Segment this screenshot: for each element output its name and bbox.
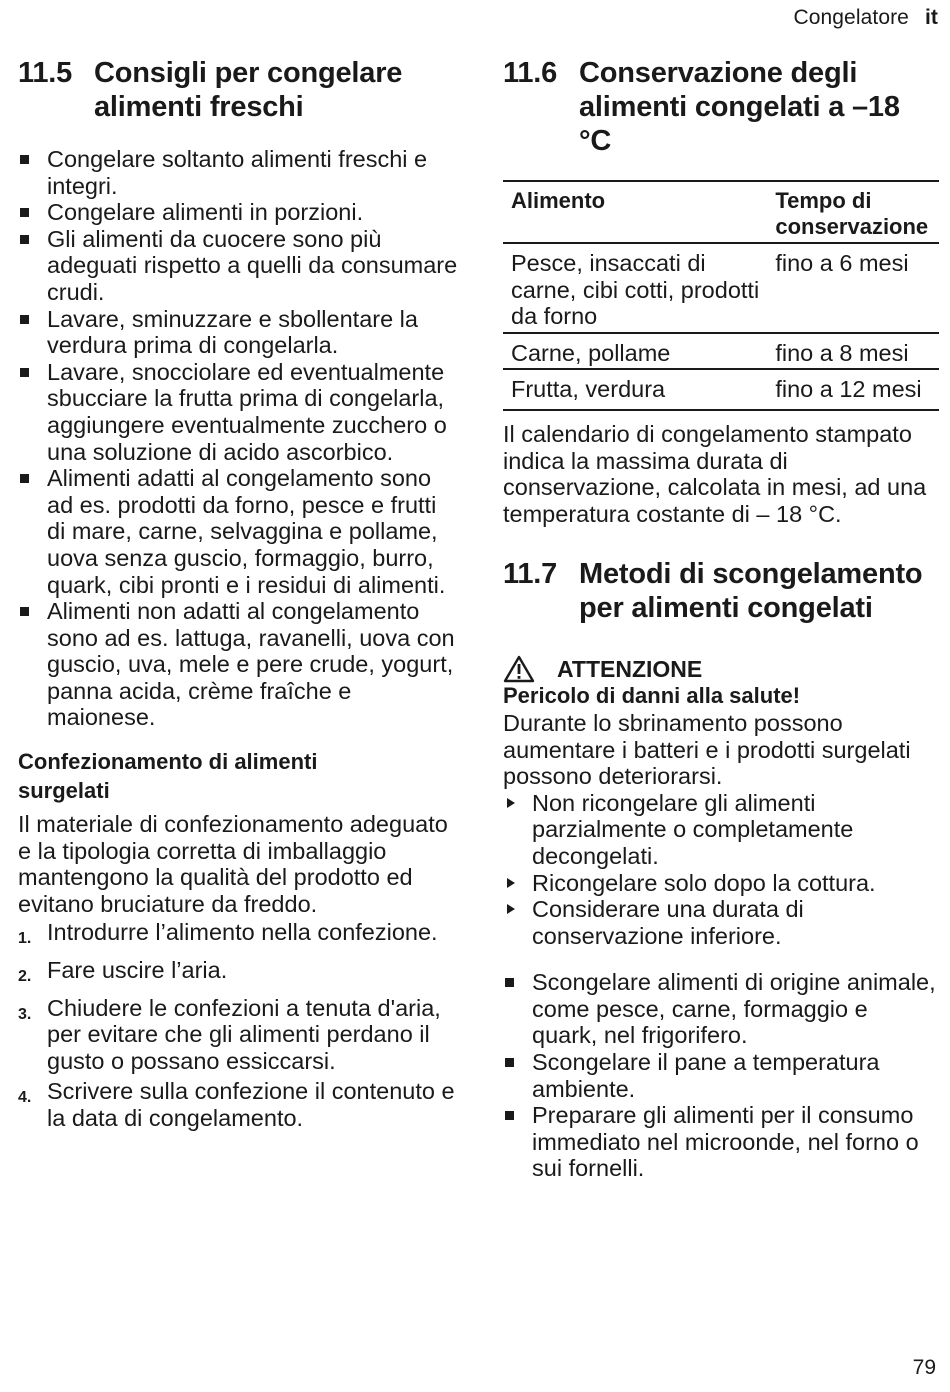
action-item: Non ricongelare gli alimenti parzialmente o completamente decongelati. xyxy=(503,790,939,870)
table-row xyxy=(503,243,939,333)
table-cell: fino a 8 mesi xyxy=(775,339,909,366)
table-cell: fino a 12 mesi xyxy=(775,376,922,403)
storage-note: Il calendario di congelamento stampato indica la massima durata di conservazione, calcolata in mesi, ad una temperatura costante di – 18 °C. xyxy=(503,420,927,527)
warning-title xyxy=(503,655,939,683)
table-row xyxy=(503,333,939,370)
table-cell: Frutta, verdura xyxy=(511,376,666,403)
warning-label: ATTENZIONE xyxy=(557,655,703,682)
section-11-7-heading xyxy=(503,557,939,625)
step-text: Fare uscire l’aria. xyxy=(47,957,228,984)
section-number: 11.6 xyxy=(503,57,558,89)
storage-time-table xyxy=(503,180,939,411)
list-item: Alimenti adatti al congelamento sono ad es. prodotti da forno, pesce e frutti di mare, carne, selvaggina e pollame, uova senza guscio, formaggio, burro, quark, cibi pronti e i residui di alimenti. xyxy=(18,465,458,598)
step-item xyxy=(18,919,458,953)
step-item xyxy=(18,1078,458,1131)
table-cell: Pesce, insaccati di carne, cibi cotti, prodotti da forno xyxy=(511,250,760,330)
section-title: Conservazione degli alimenti congelati a –18 °C xyxy=(579,57,900,157)
step-number: 3. xyxy=(18,1005,32,1023)
running-header xyxy=(793,6,938,30)
list-item: Congelare soltanto alimenti freschi e integri. xyxy=(18,146,458,199)
list-item: Lavare, snocciolare ed eventualmente sbucciare la frutta prima di congelarla, aggiungere eventualmente zucchero o una soluzione di acido ascorbico. xyxy=(18,359,458,465)
right-column xyxy=(503,56,939,1182)
warning-actions xyxy=(503,790,939,950)
list-item: Scongelare il pane a temperatura ambiente. xyxy=(503,1049,939,1102)
warning-box xyxy=(503,655,939,949)
step-number: 4. xyxy=(18,1089,32,1107)
packaging-steps xyxy=(18,919,458,1131)
column-header: Alimento xyxy=(511,188,606,213)
step-text: Introdurre l’alimento nella confezione. xyxy=(47,919,438,946)
step-item xyxy=(18,957,458,991)
warning-subtitle: Pericolo di danni alla salute! xyxy=(503,683,801,709)
packaging-intro: Il materiale di confezionamento adeguato e la tipologia corretta di imballaggio mantengono la qualità del prodotto ed evitano bruciature da freddo. xyxy=(18,811,448,917)
packaging-heading: Confezionamento di alimenti surgelati xyxy=(18,749,318,804)
action-item: Considerare una durata di conservazione inferiore. xyxy=(503,896,939,949)
header-section: Congelatore xyxy=(793,6,909,29)
step-number: 1. xyxy=(18,930,32,948)
freezing-tips-list xyxy=(18,146,458,731)
table-header-row xyxy=(503,181,939,243)
step-text: Chiudere le confezioni a tenuta d'aria, per evitare che gli alimenti perdano il gusto o possano essiccarsi. xyxy=(47,994,441,1074)
section-number: 11.5 xyxy=(18,57,73,89)
warning-triangle-icon xyxy=(503,655,535,683)
section-11-6-heading xyxy=(503,56,939,158)
table-row xyxy=(503,369,939,410)
list-item: Scongelare alimenti di origine animale, come pesce, carne, formaggio e quark, nel frigorifero. xyxy=(503,969,939,1049)
list-item: Preparare gli alimenti per il consumo immediato nel microonde, nel forno o sui fornelli. xyxy=(503,1102,939,1182)
page-number: 79 xyxy=(912,1356,936,1379)
table-cell: fino a 6 mesi xyxy=(775,250,909,276)
section-title: Metodi di scongelamento per alimenti congelati xyxy=(579,558,923,625)
section-11-5-heading xyxy=(18,56,458,124)
table-cell: Carne, pollame xyxy=(511,339,671,366)
section-title: Consigli per congelare alimenti freschi xyxy=(94,57,403,123)
section-number: 11.7 xyxy=(503,558,558,591)
step-item xyxy=(18,995,458,1075)
left-column xyxy=(18,56,458,1136)
column-header: Tempo di conservazione xyxy=(775,188,929,239)
list-item: Alimenti non adatti al congelamento sono ad es. lattuga, ravanelli, uova con guscio, uva, mele e pere crude, yogurt, panna acida, crème fraîche e maionese. xyxy=(18,598,458,731)
list-item: Lavare, sminuzzare e sbollentare la verdura prima di congelarla. xyxy=(18,306,458,359)
step-text: Scrivere sulla confezione il contenuto e la data di congelamento. xyxy=(47,1078,455,1131)
list-item: Gli alimenti da cuocere sono più adeguati rispetto a quelli da consumare crudi. xyxy=(18,226,458,306)
list-item: Congelare alimenti in porzioni. xyxy=(18,199,458,226)
warning-text: Durante lo sbrinamento possono aumentare i batteri e i prodotti surgelati possono deteriorarsi. xyxy=(503,709,911,790)
header-language: it xyxy=(924,6,938,29)
defrosting-list xyxy=(503,969,939,1182)
step-number: 2. xyxy=(18,968,32,986)
action-item: Ricongelare solo dopo la cottura. xyxy=(503,870,939,897)
